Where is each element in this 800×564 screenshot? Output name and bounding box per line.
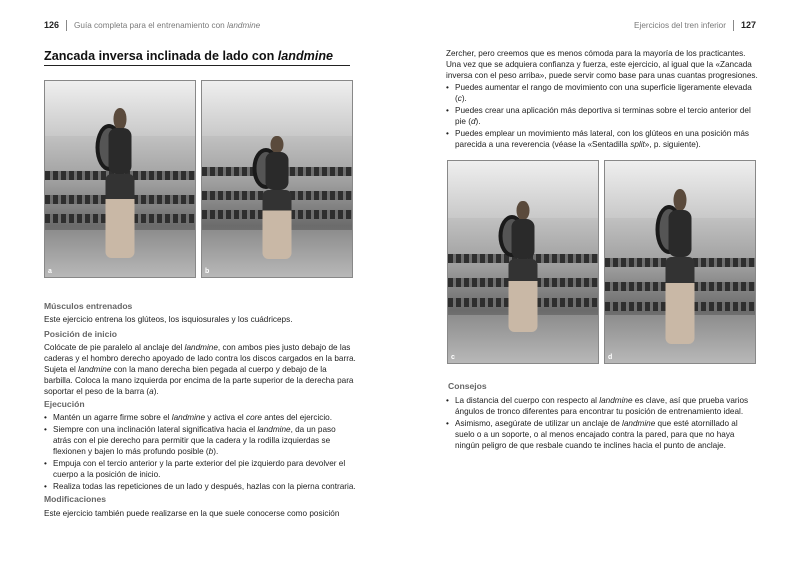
running-title-left: Guía completa para el entrenamiento con bbox=[74, 21, 227, 30]
heading-modificaciones: Modificaciones bbox=[44, 494, 107, 504]
photo-c-label: c bbox=[451, 354, 455, 361]
list-item: • Puedes aumentar el rango de movimiento con una superficie ligeramente elevada (c). bbox=[446, 83, 752, 103]
heading-posicion: Posición de inicio bbox=[44, 329, 118, 339]
photo-d-label: d bbox=[608, 354, 613, 361]
consejos-list bbox=[446, 395, 758, 452]
page-number-left: 126 bbox=[44, 20, 60, 30]
left-running-header bbox=[44, 20, 260, 31]
list-item: • Puedes emplear un movimiento más lateral, con los glúteos en una posición más parecida a una reverencia (véase la «Sentadilla split», p. siguiente). bbox=[446, 129, 749, 149]
running-title-right: Ejercicios del tren inferior bbox=[634, 21, 726, 30]
modificaciones-text: Este ejercicio también puede realizarse en la que suele conocerse como posición bbox=[44, 509, 340, 518]
right-running-header bbox=[634, 20, 756, 31]
photo-c bbox=[447, 160, 599, 364]
photo-b bbox=[201, 80, 353, 278]
continuation-text: Zercher, pero creemos que es menos cómoda para la mayoría de los practicantes. Una vez que se adquiera confianza y fuerza, este ejercicio, al igual que la «Zancada inversa con el peso arriba», puede servir como base para unas cuantas progresiones. bbox=[446, 49, 758, 80]
heading-musculos: Músculos entrenados bbox=[44, 301, 133, 311]
exercise-title-text: Zancada inversa inclinada de lado con bbox=[44, 49, 278, 63]
photo-a-label: a bbox=[48, 268, 52, 275]
list-item: • Puedes crear una aplicación más deportiva si terminas sobre el tercio anterior del pie (d). bbox=[446, 106, 751, 126]
photo-b-label: b bbox=[205, 268, 210, 275]
running-title-left-em: landmine bbox=[226, 21, 261, 30]
heading-consejos: Consejos bbox=[448, 381, 487, 391]
page-number-right: 127 bbox=[740, 20, 756, 30]
ejecucion-list bbox=[44, 412, 356, 493]
exercise-title bbox=[44, 49, 350, 66]
list-item: • Mantén un agarre firme sobre el landmine y activa el core antes del ejercicio. bbox=[44, 413, 333, 422]
progresiones-list bbox=[446, 82, 758, 151]
photo-a bbox=[44, 80, 196, 278]
list-item: • Realiza todas las repeticiones de un lado y después, hazlas con la pierna contraria. bbox=[44, 482, 356, 491]
posicion-text: Colócate de pie paralelo al anclaje del landmine, con ambos pies justo debajo de las caderas y el hombro derecho apoyado de lado contra los discos cargados en la barra. Sujeta el landmine con la mano derecha bien pegada al cuerpo y debajo de la barbilla. Coloca la mano izquierda por encima de la parte superior de la derecha para soportar el peso de la barra (a). bbox=[44, 343, 356, 396]
photo-d bbox=[604, 160, 756, 364]
list-item: • La distancia del cuerpo con respecto al landmine es clave, así que prueba varios ángulos de tronco diferentes para encontrar tu posición de entrenamiento ideal. bbox=[446, 396, 749, 416]
exercise-title-em: landmine bbox=[277, 49, 334, 63]
list-item: • Asimismo, asegúrate de utilizar un anclaje de landmine que esté atornillado al suelo o a un soporte, o al menos encajado contra la pared, para que no haya ningún peligro de que resbale cuando te inclines hacia el punto de anclaje. bbox=[446, 419, 738, 450]
heading-ejecucion: Ejecución bbox=[44, 399, 85, 409]
list-item: • Empuja con el tercio anterior y la parte exterior del pie izquierdo para devolver el cuerpo a la posición de inicio. bbox=[44, 459, 346, 479]
musculos-text: Este ejercicio entrena los glúteos, los isquiosurales y los cuádriceps. bbox=[44, 315, 293, 324]
list-item: • Siempre con una inclinación lateral significativa hacia el landmine, da un paso atrás con el pie derecho para permitir que la cadera y la rodilla izquierdas se flexionen y bajen lo más profundo posible (b). bbox=[44, 425, 336, 456]
